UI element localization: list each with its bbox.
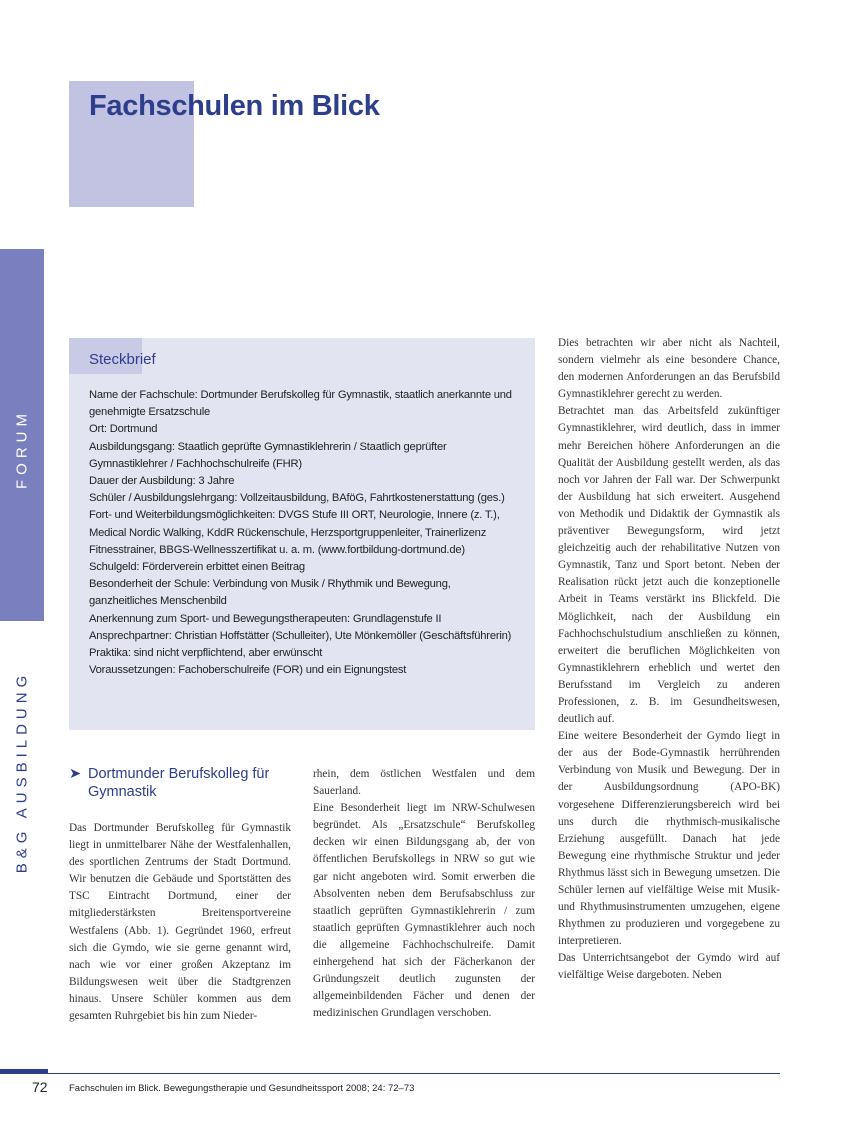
steckbrief-line: Ort: Dortmund — [89, 423, 158, 436]
paragraph: Betrachtet man das Arbeitsfeld zukünftiger Gymnastiklehrer, wird deutlich, dass in immer mehr Bereichen höhere Anforderungen an die Qualität der Ausbildung gestellt werden, als das noch vor Jahren der Fall war. Der Schwerpunkt der Ausbildung hat sich erweitert. Ausgehend von Methodik und Didaktik der Gymnastik als präventiver Bewegungsform, wird jetzt gleichzeitig auch der rehabilitative Nutzen von Gymnastik, Tanz und Sport betont. Neben der Realisation rückt jetzt auch die konzeptionelle Arbeit in Teams verstärkt ins Blickfeld. Die Möglichkeit, nach der Ausbildung ein Fachhochschulstudium anschließen zu können, erweitert die beruflichen Möglichkeiten von Gymnastiklehrern erheblich und wertet den Berufsstand im Vergleich zu anderen Professionen, z. B. im Gesundheitswesen, deutlich auf. — [558, 405, 780, 726]
steckbrief-line: Anerkennung zum Sport- und Bewegungstherapeuten: Grundlagenstufe II — [89, 612, 442, 625]
footer-citation: Fachschulen im Blick. Bewegungstherapie und Gesundheitssport 2008; 24: 72–73 — [69, 1083, 415, 1094]
steckbrief-line: Ausbildungsgang: Staatlich geprüfte Gymnastiklehrerin / Staatlich geprüfter Gymnastiklehrer / Fachhochschulreife (FHR) — [89, 440, 447, 470]
steckbrief-line: Voraussetzungen: Fachoberschulreife (FOR) und ein Eignungstest — [89, 664, 407, 677]
arrow-icon: ➤ — [69, 766, 82, 782]
steckbrief-line: Schüler / Ausbildungslehrgang: Vollzeitausbildung, BAföG, Fahrtkostenerstattung (ges.) — [89, 492, 505, 505]
footer-divider — [0, 1073, 780, 1074]
paragraph: Das Unterrichtsangebot der Gymdo wird auf vielfältige Weise dargeboten. Neben — [558, 952, 780, 982]
steckbrief-line: Schulgeld: Förderverein erbittet einen Beitrag — [89, 561, 305, 574]
steckbrief-line: Name der Fachschule: Dortmunder Berufskolleg für Gymnastik, staatlich anerkannte und genehmigte Ersatzschule — [89, 389, 512, 419]
page-title: Fachschulen im Blick — [89, 90, 380, 122]
steckbrief-line: Dauer der Ausbildung: 3 Jahre — [89, 475, 235, 488]
steckbrief-line: Praktika: sind nicht verpflichtend, aber erwünscht — [89, 647, 323, 660]
sidebar-section-label: B&G AUSBILDUNG — [13, 670, 31, 874]
body-column-left — [69, 820, 291, 1025]
paragraph: rhein, dem östlichen Westfalen und dem Sauerland. — [313, 768, 535, 798]
steckbrief-title: Steckbrief — [89, 351, 156, 368]
paragraph: Eine Besonderheit liegt im NRW-Schulwesen begründet. Als „Ersatzschule“ Berufskolleg decken wir einen Bildungsgang ab, der von öffentlichen Berufskollegs in NRW so gut wie gar nicht angeboten wird. Somit erwerben die Absolventen neben dem Berufsabschluss zur staatlich geprüften Gymnastiklehrerin / zum staatlich geprüften Gymnastiklehrer auch noch die allgemeine Fachhochschulreife. Damit einhergehend hat sich der Fächerkanon der Gründungszeit deutlich zugunsten der allgemeinbildenden Fächer und denen der medizinischen Grundlagen verschoben. — [313, 802, 535, 1020]
steckbrief-list — [89, 387, 521, 679]
body-column-right — [558, 335, 780, 985]
paragraph: Eine weitere Besonderheit der Gymdo liegt in der aus der Bode-Gymnastik herrührenden Verbindung von Musik und Bewegung. Der in der Ausbildungsordnung (APO-BK) vorgesehene Differenzierungsbereich wird bei uns durch die rhythmisch-musikalische Erziehung ausgefüllt. Danach hat jede Bewegung eine rhythmische Struktur und jeder Rhythmus lässt sich in Bewegung umsetzen. Die Schüler lernen auf vielfältige Weise mit Musik- und Rhythmusinstrumenten umzugehen, eigene Rhythmen zu produzieren und vorgegebene zu interpretieren. — [558, 730, 780, 948]
page-number: 72 — [32, 1079, 48, 1095]
steckbrief-line: Fort- und Weiterbildungsmöglichkeiten: DVGS Stufe III ORT, Neurologie, Innere (z. T.), Medical Nordic Walking, KddR Rückenschule, Herzsportgruppenleiter, Trainerlizenz Fitnesstrainer, BBGS-Wellnesszertifikat u. a. m. (www.fortbildung-dortmund.de) — [89, 509, 500, 556]
paragraph: Das Dortmunder Berufskolleg für Gymnastik liegt in unmittelbarer Nähe der Westfalenhallen, des sportlichen Zentrums der Stadt Dortmund. Wir benutzen die Gebäude und Sportstätten des TSC Eintracht Dortmund, einer der mitgliederstärksten Breitensportvereine Westfalens (Abb. 1). Gegründet 1960, erfreut sich die Gymdo, wie sie gerne genannt wird, nach wie vor einer großen Akzeptanz im Bildungswesen weit über die Stadtgrenzen hinaus. Unsere Schüler kommen aus dem gesamten Ruhrgebiet bis hin zum Nieder- — [69, 822, 291, 1023]
paragraph: Dies betrachten wir aber nicht als Nachteil, sondern vielmehr als eine besondere Chance, den modernen Anforderungen an das Berufsbild Gymnastiklehrer gerecht zu werden. — [558, 337, 780, 401]
steckbrief-line: Besonderheit der Schule: Verbindung von Musik / Rhythmik und Bewegung, ganzheitliches Menschenbild — [89, 578, 451, 608]
body-column-middle — [313, 766, 535, 1022]
sidebar-forum-label: FORUM — [13, 409, 31, 489]
steckbrief-line: Ansprechpartner: Christian Hoffstätter (Schulleiter), Ute Mönkemöller (Geschäftsführerin) — [89, 629, 512, 642]
section-heading-text: Dortmunder Berufskolleg für Gymnastik — [88, 766, 270, 800]
steckbrief-box — [69, 338, 535, 730]
